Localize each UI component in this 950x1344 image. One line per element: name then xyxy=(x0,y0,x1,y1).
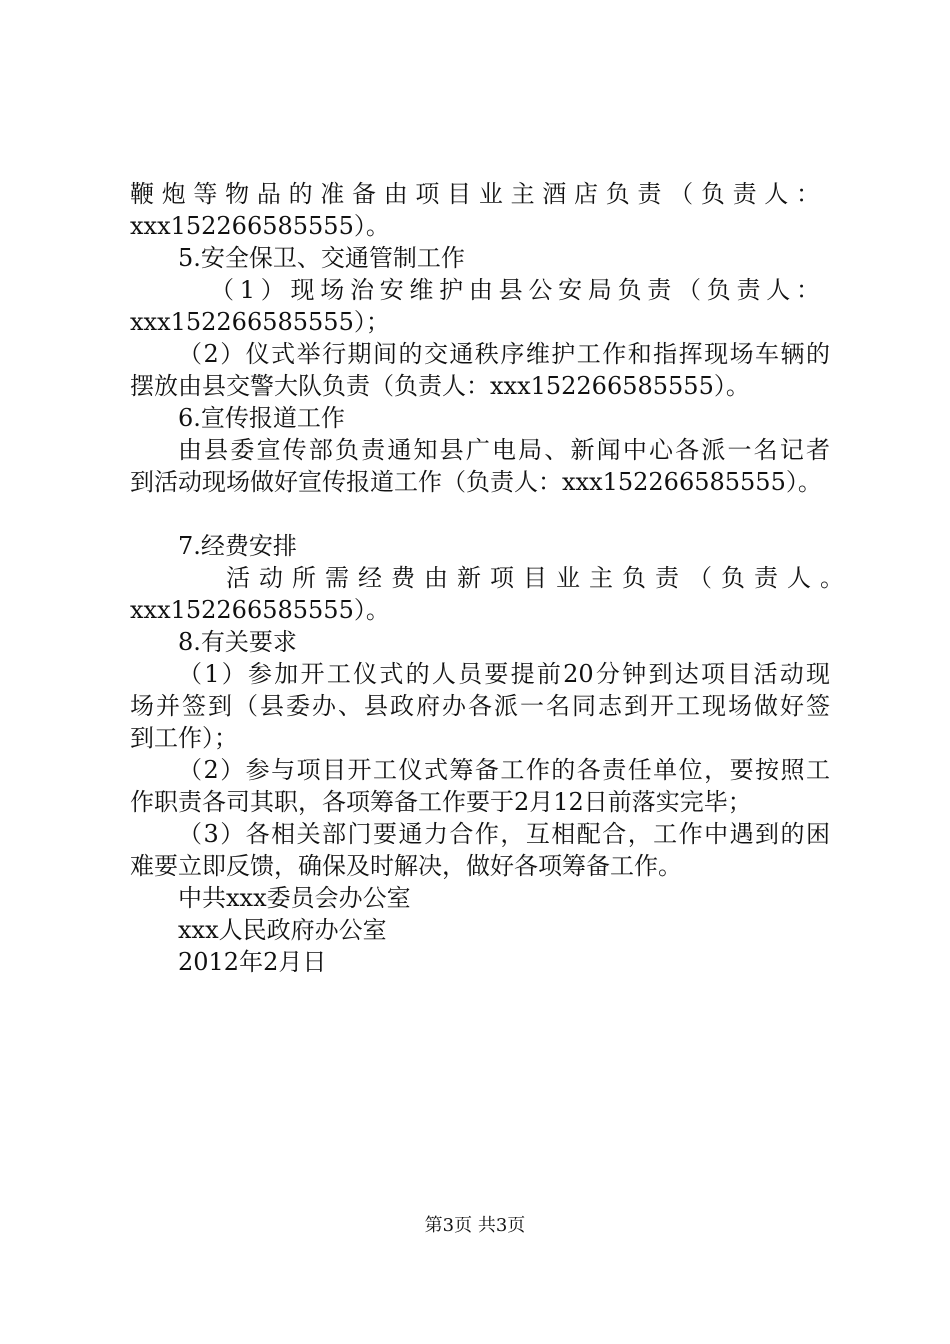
paragraph-line: 鞭炮等物品的准备由项目业主酒店负责（负责人： xyxy=(130,180,820,208)
paragraph-line: （1）现场治安维护由县公安局负责（负责人： xyxy=(210,276,820,304)
section-heading: 5.安全保卫、交通管制工作 xyxy=(178,244,465,272)
paragraph-line: （2）仪式举行期间的交通秩序维护工作和指挥现场车辆的 xyxy=(178,340,830,368)
signature-office: 中共xxx委员会办公室 xyxy=(178,884,411,912)
section-heading: 6.宣传报道工作 xyxy=(178,404,345,432)
paragraph-line: 作职责各司其职，各项筹备工作要于2月12日前落实完毕； xyxy=(130,788,752,816)
paragraph-line: （1）参加开工仪式的人员要提前20分钟到达项目活动现 xyxy=(178,660,830,688)
paragraph-line: 到活动现场做好宣传报道工作（负责人：xxx152266585555）。 xyxy=(130,468,822,496)
paragraph-line: 场并签到（县委办、县政府办各派一名同志到开工现场做好签 xyxy=(130,692,830,720)
section-heading: 8.有关要求 xyxy=(178,628,297,656)
paragraph-line: 摆放由县交警大队负责（负责人：xxx152266585555）。 xyxy=(130,372,750,400)
paragraph-line: （3）各相关部门要通力合作，互相配合，工作中遇到的困 xyxy=(178,820,830,848)
page-number-footer: 第3页 共3页 xyxy=(424,1215,526,1236)
section-heading: 7.经费安排 xyxy=(178,532,297,560)
paragraph-line: 由县委宣传部负责通知县广电局、新闻中心各派一名记者 xyxy=(178,436,830,464)
paragraph-line: xxx152266585555）。 xyxy=(130,596,390,624)
signature-date: 2012年2月日 xyxy=(178,948,327,976)
paragraph-line: 难要立即反馈，确保及时解决，做好各项筹备工作。 xyxy=(130,852,682,880)
paragraph-line: （2）参与项目开工仪式筹备工作的各责任单位，要按照工 xyxy=(178,756,830,784)
signature-office: xxx人民政府办公室 xyxy=(178,916,387,944)
paragraph-line: xxx152266585555）。 xyxy=(130,212,390,240)
paragraph-line: 活动所需经费由新项目业主负责（负责人。 xyxy=(226,564,844,592)
paragraph-line: 到工作）； xyxy=(130,724,238,752)
paragraph-line: xxx152266585555）； xyxy=(130,308,390,336)
